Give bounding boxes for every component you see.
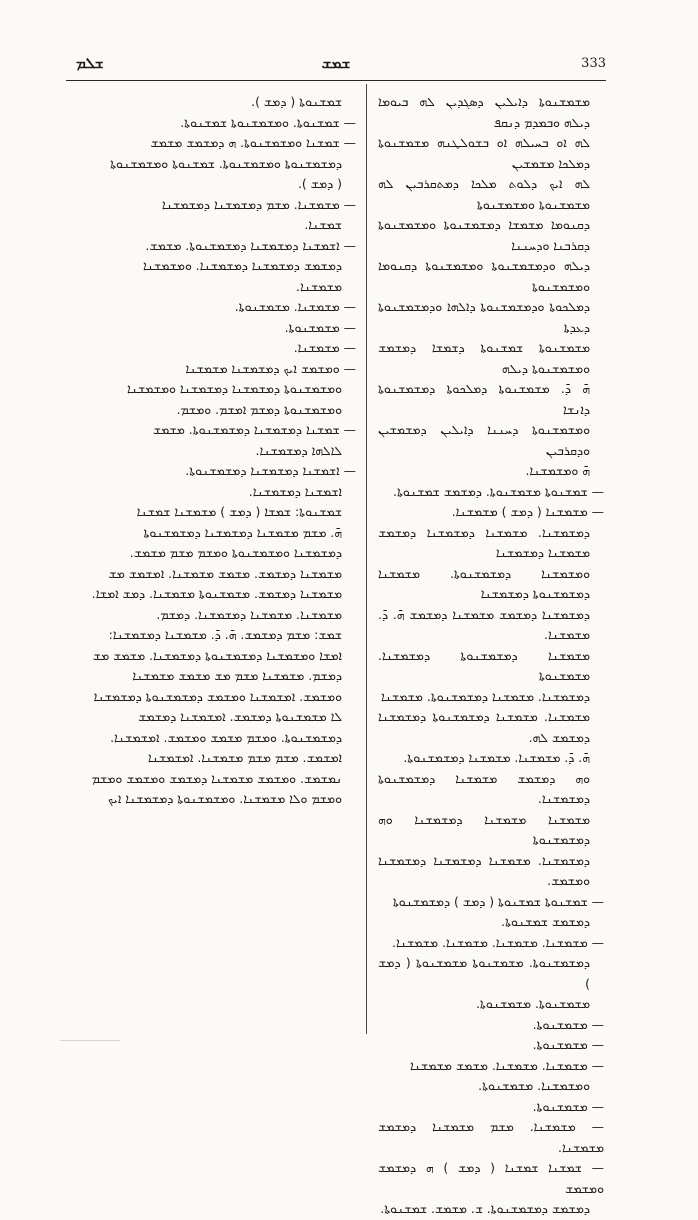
text-line: ( ܕܡܫ ).: [297, 176, 342, 191]
text-line: ܕܩܢܘܡܐ ܡܫܡܫܐ ܕܡܫܡܫܢܘܬܐ ܘܡܫܡܫܢܘܬܐ ܕܩܪܒܢܐ ܘܕܚܢܢܐ: [378, 217, 590, 253]
text-line: ܗ̄ ܕ̄. ܡܫܡܫܢܘܬܐ ܕܡܠܟܘܬܐ ܕܡܫܡܫܢܘܬܐ ܕܐܢܫܐ: [378, 381, 590, 417]
text-line: ܗ̄ ܘܡܫܡܫܢܐ.: [525, 463, 590, 478]
text-line: — ܡܫܡܫܢܐ. ܡܫܡܫܢܐ. ܡܫܡܫܢܐ. ܡܫܡܫܢܐ.: [392, 934, 604, 950]
text-line: ܫܡܫܢܘܬܐ ( ܕܡܫ ).: [251, 94, 342, 109]
text-line: ܘܡܫܡܫܢܘܬܐ ܕܡܫܡܫܢܐ ܕܡܫܡܫܢܐ ܘܡܫܡܫܢܐ: [126, 381, 342, 396]
text-line: — ܡܫܡܫܢܘܬܐ.: [532, 1016, 604, 1032]
text-line: ܐܡܫܐ ܘܡܫܡܫܢܐ ܕܡܫܡܫܢܘܬܐ ܕܡܫܡܫܢܐ. ܡܫܡܫ ܡܫ: [92, 647, 342, 663]
text-line: ܡܫܡܫܢܐ ܕܡܫܡܫܢܘܬܐ ܕܡܫܡܫܢܐ. ܡܫܡܫܢܘܬܐ: [378, 647, 590, 683]
text-line: ܕܡܫܡ. ܡܫܡܫܢܐ ܡܫܡ ܡܫ ܡܫܡܫ ܡܫܡܫܢܐ: [132, 668, 342, 683]
text-line: ܗ̄. ܕ̄. ܡܫܡܫܢܐ. ܡܫܡܫܢܐ ܕܡܫܡܫܢܘܬܐ.: [403, 750, 590, 765]
text-line: ܕܡܫܡܫܢܘܬܐ. ܘܡܫܡ ܡܫܡܫ ܘܡܫܡܫ. ܐܡܫܡܫܢܐ.: [110, 729, 342, 745]
text-line: ܐܫܡܫܢܐ ܕܡܫܡܫܢܐ.: [248, 483, 342, 499]
text-line: — ܡܫܡܫܢܐ ( ܕܡܫ ) ܡܫܡܫܢܐ.: [451, 504, 604, 519]
text-line: ܘܡܫܡܫܢܐ ܕܡܫܡܫܢܘܬܐ. ܡܫܡܫܢܐ ܕܡܫܡܫܢܘܬܐ ܕܡܫܡܫܢܐ: [378, 565, 590, 601]
text-line: ܡܫܡܫܢܐ. ܡܫܡܫܢܐ ܕܡܫܡܫܢܐ. ܕܡܫܡ.: [156, 606, 342, 622]
text-line: — ܡܫܡܫܢܐ. ܡܫܡ ܕܡܫܡܫܢܐ ܕܡܫܡܫܢܐ: [161, 196, 356, 212]
left-column: [70, 92, 358, 1042]
text-line: — ܡܫܡܫܢܐ. ܡܫܡܫܢܘܬܐ.: [234, 299, 356, 314]
text-line: — ܫܡܫܢܐ ܫܡܫܢܐ ( ܕܡܫ ) ܗ ܕܡܫܡܫ ܘܡܫܡܫ: [378, 1160, 604, 1196]
header-center-word: ܫܡܫ: [321, 54, 351, 72]
text-line: ܘܡܫܡܫ. ܐܡܫܡܫܢܐ ܘܡܫܡܫ ܕܡܫܡܫܢܘܬܐ ܕܡܫܡܫܢܐ: [93, 688, 342, 704]
text-line: — ܡܫܡܫܢܘܬܐ.: [532, 1037, 604, 1052]
text-line: — ܫܡܫܢܐ ܘܡܫܡܫܢܘܬܐ. ܗ ܕܡܫܡܫ ܡܫܡܫ: [150, 135, 356, 150]
text-line: — ܡܫܡܫܢܘܬܐ.: [284, 319, 356, 335]
text-line: ܠܗ ܐܘ ܒܚܝܠܗ ܐܘ ܒܫܘܠܛܢܗ ܡܫܡܫܢܘܬܐ ܕܡܠܟܐ ܡܫܡܫܝܢ: [378, 135, 590, 171]
text-line: ܕܝܠܗ ܘܕܡܫܡܫܢܘܬܐ ܘܡܫܡܫܢܘܬܐ ܕܩܢܘܡܐ ܘܡܫܡܫܢܘܬܐ: [378, 258, 590, 294]
text-line: — ܡܫܡܫܢܐ. ܡܫܡ ܡܫܡܫܢܐ ܕܡܫܡܫ ܡܫܡܫܢܐ.: [378, 1119, 604, 1155]
text-line: ܕܡܫܡܫܢܘܬܐ. ܡܫܡܫܢܘܬܐ ܡܫܡܫܢܘܬܐ ( ܕܡܫ ): [378, 955, 590, 991]
text-line: ܕܡܫܡܫ ܕܡܫܡܫܢܐ ܕܡܫܡܫܢܐ. ܘܡܫܡܫܢܐ: [142, 258, 342, 273]
text-line: ܢܡܫܡܫ. ܘܡܫܡܫ ܡܫܡܫܢܐ ܕܡܫܡܫ ܘܡܫܡܫ ܘܡܫܡ: [91, 770, 342, 786]
text-line: ܕܡܫܡܫ ܫܡܫܢܘܬܐ.: [501, 914, 590, 929]
column-divider: [366, 84, 367, 1034]
text-line: ܘܗ ܕܡܫܡܫ ܡܫܡܫܢܐ ܕܡܫܡܫܢܘܬܐ ܕܡܫܡܫܢܐ.: [378, 770, 590, 806]
text-line: ܘܡܫܡܫܢܐ. ܡܫܡܫܢܘܬܐ.: [478, 1078, 590, 1093]
text-line: ܕܡܫܡܫܢܐ ܘܡܫܡܫܢܘܬܐ ܘܡܫܡ ܡܫܡ ܡܫܡܫ.: [129, 545, 342, 560]
text-line: — ܘܡܫܡܫ ܐܝܟ ܕܡܫܡܫܢܐ ܡܫܡܫܢܐ: [185, 360, 356, 376]
page-number: 333: [581, 56, 606, 71]
text-line: ܕܡܫܡܫܢܐ. ܡܫܡܫܢܐ ܕܡܫܡܫܢܐ ܕܡܫܡܫ ܡܫܡܫܢܐ ܕܡܫܡܫܢܐ: [378, 524, 590, 560]
text-line: ܡܫܡܫܢܘܬܐ ܕܐܝܠܝܢ ܕܣܓܕܝܢ ܠܗ ܒܝܘܡܐ ܕܝܠܗ ܘܒܡܕܡ ܕܢܩܦ: [378, 94, 590, 130]
text-line: ܫܡܫܢܐ.: [304, 217, 342, 232]
text-line: ܘܡܫܡܫܢܘܬܐ ܕܚܢܢܐ ܕܐܝܠܝܢ ܕܡܫܡܫܝܢ ܘܕܩܪܒܝܢ: [378, 422, 590, 458]
right-column: [378, 92, 606, 1216]
text-line: — ܫܡܫܢܐ ܕܡܫܡܫܢܐ ܕܡܫܡܫܢܘܬܐ. ܡܫܡܫ: [152, 422, 356, 437]
text-line: ܗ̄. ܡܫܡ ܡܫܡܫܢܐ ܕܡܫܡܫܢܐ ܕܡܫܡܫܢܘܬܐ: [143, 524, 342, 540]
text-line: ܘܡܫܡ ܘܠܐ ܡܫܡܫܢܐ. ܘܡܫܡܫܢܘܬܐ ܕܡܫܡܫܢܐ ܐܝܟ: [108, 791, 342, 806]
text-line: — ܡܫܡܫܢܘܬܐ.: [532, 1098, 604, 1114]
text-line: ܕܡܠܟܘܬܐ ܘܕܡܫܡܫܢܘܬܐ ܕܐܠܗܐ ܘܕܡܫܡܫܢܘܬܐ ܕܥܕܬܐ: [378, 299, 590, 335]
text-line: ܠܗ ܐܝܟ ܕܠܘܬ ܡܠܟܐ ܕܡܬܩܪܒܝܢ ܠܗ ܡܫܡܫܢܘܬܐ ܘܡܫܡܫܢܘܬܐ: [378, 176, 590, 212]
text-line: ܡܫܡܫܢܘܬܐ. ܡܫܡܫܢܘܬܐ.: [475, 996, 590, 1011]
text-line: ܐܡܫܡܫ. ܡܫܡ ܡܫܡ ܡܫܡܫܢܐ. ܐܡܫܡܫܢܐ: [147, 750, 342, 765]
text-line: ܡܫܡܫܢܐ ܕܡܫܡܫ. ܡܫܡܫܢܘܬܐ ܡܫܡܫܢܐ. ܕܡܫ ܐܡܫܐ.: [91, 586, 342, 601]
text-line: — ܐܫܡܫܢܐ ܕܡܫܡܫܢܐ ܕܡܫܡܫܢܘܬܐ.: [185, 463, 356, 478]
text-line: — ܡܫܡܫܢܐ.: [293, 340, 356, 355]
text-line: — ܫܡܫܢܘܬܐ ܫܡܫܢܘܬܐ ( ܕܡܫ ) ܕܡܫܡܫܢܘܬܐ: [392, 893, 604, 909]
text-line: — ܫܡܫܢܘܬܐ ܡܫܡܫܢܘܬܐ. ܕܡܫܡܫ ܫܡܫܢܘܬܐ.: [393, 483, 604, 499]
text-line: ܡܫܡܫܢܐ ܡܫܡܫܢܐ ܕܡܫܡܫܢܐ ܘܗ ܕܡܫܡܫܢܘܬܐ: [378, 811, 590, 847]
text-line: ܫܡܫܢܘܬܐ: ܫܡܫܐ ( ܕܡܫ ) ܡܫܡܫܢܐ ܫܡܫܢܐ: [136, 504, 342, 519]
text-line: — ܡܫܡܫܢܐ. ܡܫܡܫܢܐ. ܡܫܡܫ ܡܫܡܫܢܐ: [409, 1057, 604, 1073]
text-line: ܡܫܡܫܢܐ. ܡܫܡܫܢܐ ܕܡܫܡܫܢܘܬܐ ܕܡܫܡܫܢܐ ܕܡܫܡܫ ܠܗ.: [378, 709, 590, 745]
page-header: [66, 50, 606, 81]
text-line: ܘܡܫܡܫܢܘܬܐ ܕܡܫܡ ܐܡܫܡ. ܘܡܫܡ.: [176, 401, 342, 417]
text-line: ܡܫܡܫܢܘܬܐ ܫܡܫܢܘܬܐ ܕܫܡܫܐ ܕܡܫܡܫ ܘܡܫܡܫܢܘܬܐ ܕܝܠܗ: [378, 340, 590, 376]
text-line: ܠܐܠܗܐ ܕܡܫܡܫܢܐ.: [255, 442, 342, 458]
text-line: ܫܡܫ: ܡܫܡ ܕܡܫܡܫ. ܗ̄. ܕ̄. ܡܫܡܫܢܐ ܕܡܫܡܫܢܐ:: [108, 627, 342, 642]
text-line: ܡܫܡܫܢܐ ܕܡܫܡܫ. ܡܫܡܫ ܡܫܡܫܢܐ. ܐܡܫܡܫ ܡܫ: [108, 565, 342, 581]
footer-mark: [60, 1040, 120, 1041]
text-line: ܕܡܫܡܫܢܘܬܐ ܘܡܫܡܫܢܘܬܐ. ܫܡܫܢܘܬܐ ܘܡܫܡܫܢܘܬܐ: [110, 155, 342, 171]
text-line: ܡܫܡܫܢܐ.: [296, 278, 342, 294]
text-line: — ܫܡܫܢܘܬܐ. ܘܡܫܡܫܢܘܬܐ ܫܡܫܢܘܬܐ.: [180, 114, 356, 130]
text-line: ܕܡܫܡܫܢܐ ܕܡܫܡܫ ܡܫܡܫܢܐ ܕܡܫܡܫ ܗ̄. ܕ̄. ܡܫܡܫܢܐ.: [378, 606, 590, 642]
text-line: — ܐܫܡܫܢܐ ܕܡܫܡܫܢܐ ܕܡܫܡܫܢܘܬܐ. ܡܫܡܫ.: [145, 237, 356, 253]
header-left-word: ܫܠܡ: [76, 54, 104, 72]
text-line: ܕܡܫܡܫܢܐ. ܡܫܡܫܢܐ ܕܡܫܡܫܢܐ ܕܡܫܡܫܢܐ ܘܡܫܡܫ.: [378, 852, 590, 888]
text-line: ܕܡܫܡܫܢܐ. ܡܫܡܫܢܐ ܕܡܫܡܫܢܘܬܐ. ܡܫܡܫܢܐ: [380, 688, 590, 704]
text-line: ܕܡܫܡܫ ܕܡܫܡܫܢܘܬܐ. ܫ. ܡܫܡܫ. ܫܡܫܢܘܬܐ.: [380, 1201, 590, 1216]
text-line: ܠܐ ܡܫܡܫܢܘܬܐ ܕܡܫܡܫ. ܐܡܫܡܫܢܐ ܕܡܫܡܫ: [138, 709, 342, 724]
